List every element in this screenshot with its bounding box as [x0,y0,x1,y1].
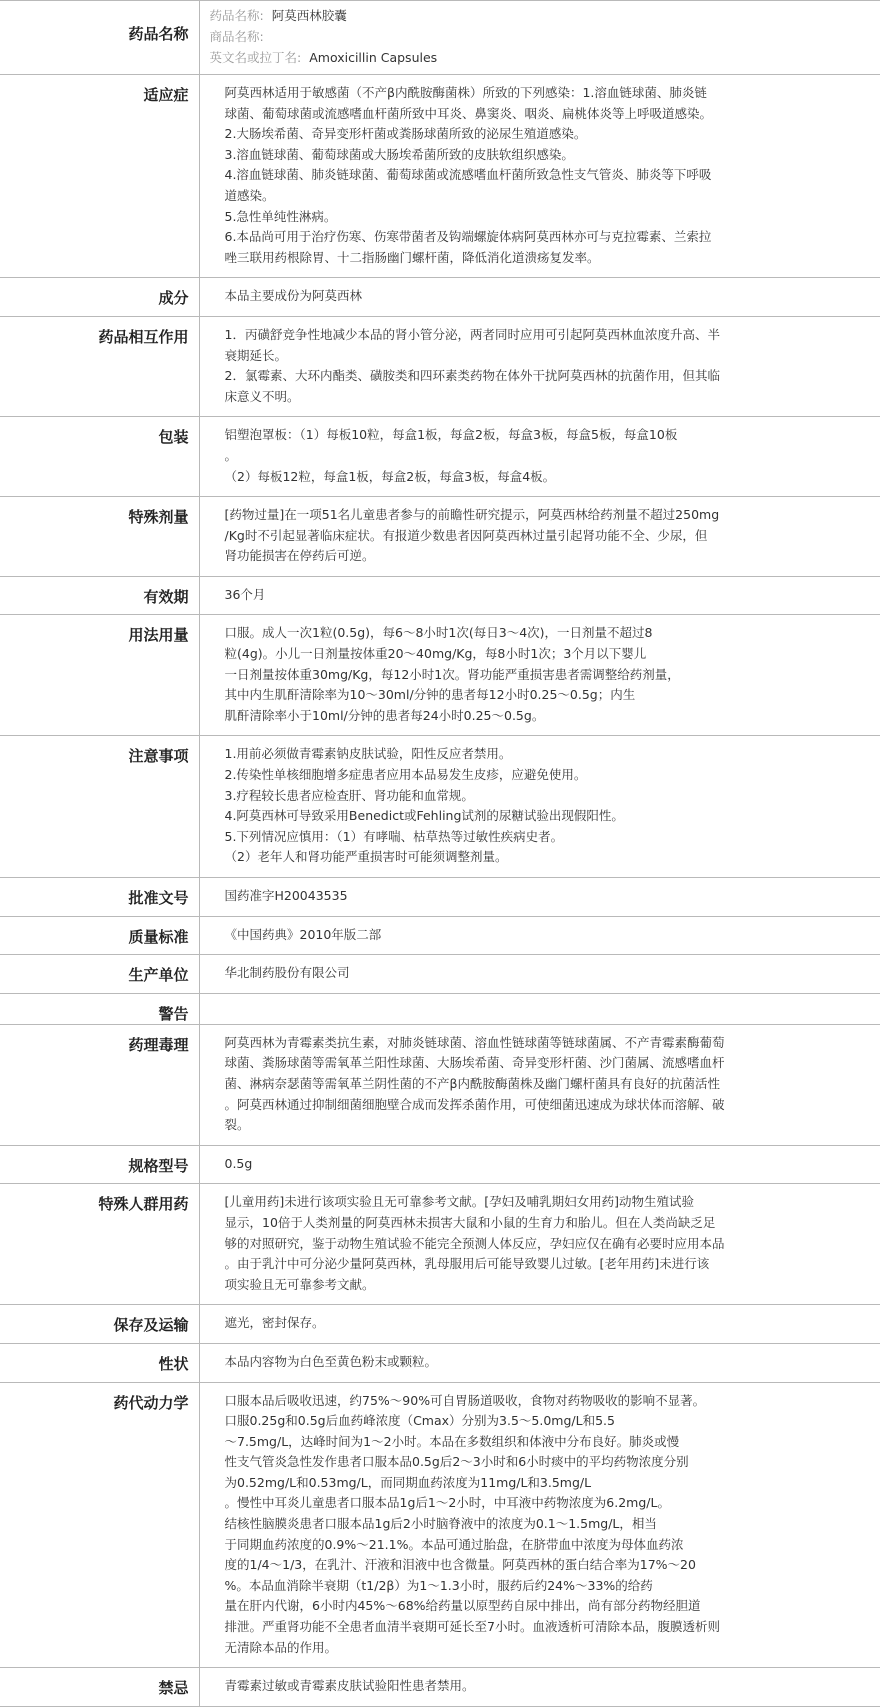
content-line: 排泄。严重肾功能不全患者血清半衰期可延长至7小时。血液透析可清除本品，腹膜透析则 [224,1619,720,1635]
content-line: /Kg时不引起显著临床症状。有报道少数患者因阿莫西林过量引起肾功能不全、少尿，但 [224,527,708,543]
content-line: 无清除本品的作用。 [224,1639,338,1655]
content-line: 口服0.25g和0.5g后血药峰浓度（Cmax）分别为3.5～5.0mg/L和5.5 [224,1413,615,1429]
row-manufacturer [0,955,880,994]
special-population-content [199,1184,880,1305]
content-line: 项实验且无可靠参考文献。 [224,1276,375,1292]
content-line: 肌酐清除率小于10ml/分钟的患者每24小时0.25～0.5g。 [224,707,545,723]
content-line: 够的对照研究，鉴于动物生殖试验不能完全预测人体反应，孕妇应仅在确有必要时应用本品 [224,1235,725,1251]
row-validity [0,576,880,615]
content-line: 性支气管炎急性发作患者口服本品0.5g后2～3小时和6小时痰中的平均药物浓度分别 [224,1454,689,1470]
row-warning [0,993,880,1024]
content-line: 度的1/4～1/3，在乳汁、汗液和泪液中也含微量。阿莫西林的蛋白结合率为17%～20 [224,1557,696,1573]
content-line: 华北制药股份有限公司 [224,965,350,981]
appearance-content [199,1343,880,1382]
content-line: 。慢性中耳炎儿童患者口服本品1g后1～2小时，中耳液中药物浓度为6.2mg/L。 [224,1495,670,1511]
content-line: %。本品血消除半衰期（t1/2β）为1～1.3小时，服药后约24%～33%的给药 [224,1577,653,1593]
pharmacokinetics-content [199,1382,880,1668]
content-line: 。 [224,447,238,463]
row-label: 药理毒理 [0,1024,199,1145]
specification-content [199,1145,880,1184]
row-specification [0,1145,880,1184]
content-line: 4.溶血链球菌、肺炎链球菌、葡萄球菌或流感嗜血杆菌所致急性支气管炎、肺炎等下呼吸 [224,167,712,183]
row-label: 适应症 [0,75,199,278]
storage-content [199,1305,880,1344]
content-line: 6.本品尚可用于治疗伤寒、伤寒带菌者及钩端螺旋体病阿莫西林亦可与克拉霉素、兰索拉 [224,229,712,245]
warning-content [199,993,880,1024]
content-line: 铝塑泡罩板：（1）每板10粒，每盒1板，每盒2板，每盒3板，每盒5板，每盒10板 [224,427,678,443]
drug-names-block [199,1,880,75]
content-line: 本品主要成份为阿莫西林 [224,288,363,304]
content-line: 遮光，密封保存。 [224,1315,325,1331]
content-line: 2.大肠埃希菌、奇异变形杆菌或粪肠球菌所致的泌尿生殖道感染。 [224,126,587,142]
row-precautions [0,736,880,878]
content-line: 唑三联用药根除胃、十二指肠幽门螺杆菌，降低消化道溃疡复发率。 [224,249,600,265]
content-line: 36个月 [224,586,266,602]
content-line: 3.疗程较长患者应检查肝、肾功能和血常规。 [224,787,474,803]
row-interactions [0,316,880,416]
content-line: 其中内生肌酐清除率为10～30ml/分钟的患者每12小时0.25～0.5g；内生 [224,687,636,703]
row-label: 批准文号 [0,878,199,917]
row-label: 有效期 [0,576,199,615]
content-line: ～7.5mg/L，达峰时间为1～2小时。本品在多数组织和体液中分布良好。肺炎或慢 [224,1433,680,1449]
content-line: 球菌、粪肠球菌等需氧革兰阳性球菌、大肠埃希菌、奇异变形杆菌、沙门菌属、流感嗜血杆 [224,1055,725,1071]
content-line: 口服本品后吸收迅速，约75%～90%可自胃肠道吸收，食物对药物吸收的影响不显著。 [224,1392,706,1408]
pharmacology-content [199,1024,880,1145]
content-line: 结核性脑膜炎患者口服本品1g后2小时脑脊液中的浓度为0.1～1.5mg/L，相当 [224,1516,657,1532]
content-line: 裂。 [224,1117,250,1133]
approval-content [199,878,880,917]
content-line: 于同期血药浓度的0.9%～21.1%。本品可通过胎盘，在脐带血中浓度为母体血药浓 [224,1536,684,1552]
english-name-key: 英文名或拉丁名: [209,50,302,65]
row-label: 用法用量 [0,615,199,736]
row-special-dosage [0,497,880,577]
content-line: 本品内容物为白色至黄色粉末或颗粒。 [224,1353,438,1369]
row-pharmacology [0,1024,880,1145]
dosage-content [199,615,880,736]
row-label: 药品相互作用 [0,316,199,416]
content-line: 口服。成人一次1粒(0.5g)，每6～8小时1次(每日3～4次)，一日剂量不超过8 [224,625,653,641]
row-label: 特殊人群用药 [0,1184,199,1305]
row-label: 药品名称 [0,1,199,75]
manufacturer-content [199,955,880,994]
row-label: 注意事项 [0,736,199,878]
content-line: 4.阿莫西林可导致采用Benedict或Fehling试剂的尿糖试验出现假阳性。 [224,808,624,824]
generic-name-value: 阿莫西林胶囊 [271,8,347,23]
content-line: 球菌、葡萄球菌或流感嗜血杆菌所致中耳炎、鼻窦炎、咽炎、扁桃体炎等上呼吸道感染。 [224,105,713,121]
row-label: 性状 [0,1343,199,1382]
content-line: 。由于乳汁中可分泌少量阿莫西林，乳母服用后可能导致婴儿过敏。[老年用药]未进行该 [224,1256,710,1272]
row-ingredients [0,278,880,317]
content-line: 粒(4g)。小儿一日剂量按体重20～40mg/Kg，每8小时1次；3个月以下婴儿 [224,646,647,662]
row-label: 包装 [0,417,199,497]
content-line: 5.急性单纯性淋病。 [224,208,337,224]
content-line: 0.5g [224,1155,253,1171]
content-line: 3.溶血链球菌、葡萄球菌或大肠埃希菌所致的皮肤软组织感染。 [224,146,574,162]
row-indications [0,75,880,278]
row-dosage [0,615,880,736]
row-label: 规格型号 [0,1145,199,1184]
row-label: 保存及运输 [0,1305,199,1344]
validity-content [199,576,880,615]
generic-name-line [210,5,869,26]
row-label: 警告 [0,993,199,1024]
row-label: 质量标准 [0,916,199,955]
content-line: 。阿莫西林通过抑制细菌细胞壁合成而发挥杀菌作用，可使细菌迅速成为球状体而溶解、破 [224,1096,725,1112]
contraindications-content [199,1668,880,1707]
content-line: 2．氯霉素、大环内酯类、磺胺类和四环素类药物在体外干扰阿莫西林的抗菌作用，但其临 [224,368,720,384]
trade-name-line [210,26,869,47]
content-line: 2.传染性单核细胞增多症患者应用本品易发生皮疹，应避免使用。 [224,767,587,783]
row-appearance [0,1343,880,1382]
row-drug-names [0,1,880,75]
row-special-population [0,1184,880,1305]
content-line: 1.用前必须做青霉素钠皮肤试验，阳性反应者禁用。 [224,746,512,762]
content-line: （2）老年人和肾功能严重损害时可能须调整剂量。 [224,849,508,865]
content-line: （2）每板12粒，每盒1板，每盒2板，每盒3板，每盒4板。 [224,468,556,484]
row-storage [0,1305,880,1344]
content-line: [药物过量]在一项51名儿童患者参与的前瞻性研究提示，阿莫西林给药剂量不超过250mg [224,507,720,523]
row-contraindications [0,1668,880,1707]
content-line: 菌、淋病奈瑟菌等需氧革兰阴性菌的不产β内酰胺酶菌株及幽门螺杆菌具有良好的抗菌活性 [224,1075,720,1091]
packaging-content [199,417,880,497]
generic-name-key: 药品名称: [209,8,264,23]
content-line: 为0.52mg/L和0.53mg/L，而同期血药浓度为11mg/L和3.5mg/L [224,1474,592,1490]
row-label: 药代动力学 [0,1382,199,1668]
english-name-value: Amoxicillin Capsules [309,50,438,65]
content-line: 道感染。 [224,187,275,203]
row-label: 成分 [0,278,199,317]
content-line: 显示，10倍于人类剂量的阿莫西林未损害大鼠和小鼠的生育力和胎儿。但在人类尚缺乏足 [224,1214,716,1230]
row-packaging [0,417,880,497]
content-line: 肾功能损害在停药后可逆。 [224,548,375,564]
content-line: 国药准字H20043535 [224,888,348,903]
content-line: 青霉素过敏或青霉素皮肤试验阳性患者禁用。 [224,1678,475,1694]
content-line: 5.下列情况应慎用：（1）有哮喘、枯草热等过敏性疾病史者。 [224,828,564,844]
interactions-content [199,316,880,416]
row-label: 特殊剂量 [0,497,199,577]
content-line: 阿莫西林适用于敏感菌（不产β内酰胺酶菌株）所致的下列感染：1.溶血链球菌、肺炎链 [224,85,707,100]
ingredients-content [199,278,880,317]
content-line: 床意义不明。 [224,388,300,404]
standard-content [199,916,880,955]
special-dosage-content [199,497,880,577]
content-line: 一日剂量按体重30mg/Kg，每12小时1次。肾功能严重损害患者需调整给药剂量， [224,666,680,682]
content-line: [儿童用药]未进行该项实验且无可靠参考文献。[孕妇及哺乳期妇女用药]动物生殖试验 [224,1194,695,1210]
row-label: 生产单位 [0,955,199,994]
content-line: 阿莫西林为青霉素类抗生素，对肺炎链球菌、溶血性链球菌等链球菌属、不产青霉素酶葡萄 [224,1034,725,1050]
content-line: 衰期延长。 [224,347,288,363]
content-line: 《中国药典》2010年版二部 [224,926,382,942]
content-line: 量在肝内代谢，6小时内45%～68%给药量以原型药自尿中排出，尚有部分药物经胆道 [224,1598,701,1614]
content-line: 1．丙磺舒竞争性地减少本品的肾小管分泌，两者同时应用可引起阿莫西林血浓度升高、半 [224,326,720,342]
trade-name-key: 商品名称: [209,29,264,44]
english-name-line [210,47,869,68]
indications-content [199,75,880,278]
row-pharmacokinetics [0,1382,880,1668]
row-standard [0,916,880,955]
row-approval [0,878,880,917]
row-label: 禁忌 [0,1668,199,1707]
precautions-content [199,736,880,878]
